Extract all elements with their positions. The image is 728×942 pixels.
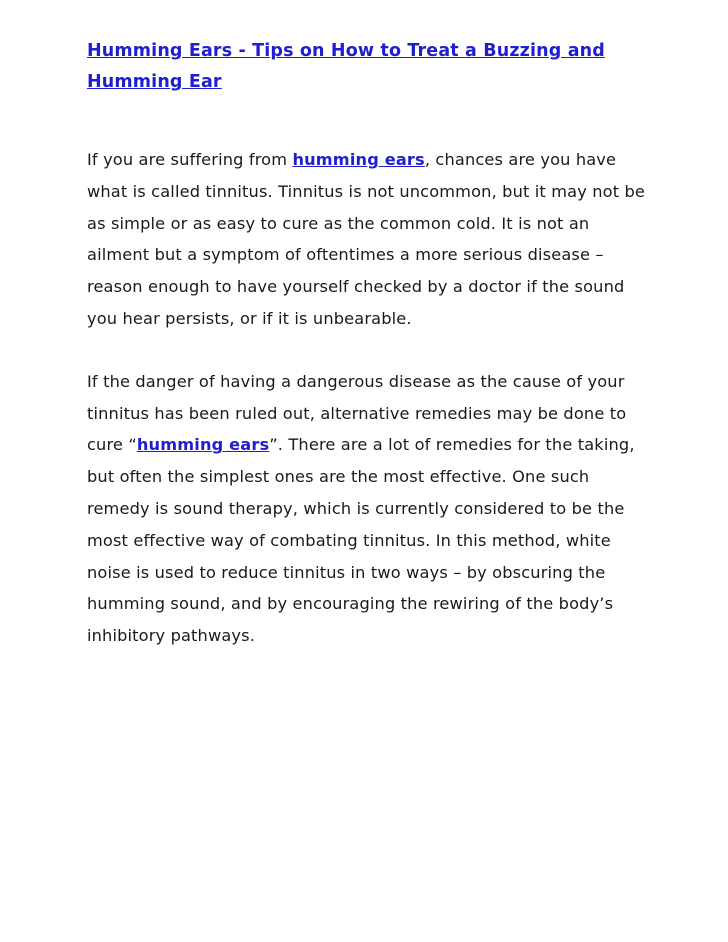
paragraph-1 <box>87 144 647 335</box>
humming-ears-link-2[interactable]: humming ears <box>136 435 270 455</box>
article-title <box>87 36 647 98</box>
paragraph-1-text-end: , chances are you have what is called tinnitus. Tinnitus is not uncommon, but it may not be as simple or as easy to cure as the common cold. It is not an ailment but a symptom of oftentimes a more serious disease – reason enough to have yourself checked by a doctor if the sound you hear persists, or if it is unbearable. <box>87 150 646 328</box>
paragraph-2-text-start: If the danger of having a dangerous disease as the cause of your tinnitus has been ruled out, alternative remedies may be done to cure “ <box>87 371 627 455</box>
document-page <box>87 36 647 652</box>
paragraph-2-text-end: ”. There are a lot of remedies for the taking, but often the simplest ones are the most effective. One such remedy is sound therapy, which is currently considered to be the most effective way of combating tinnitus. In this method, white noise is used to reduce tinnitus in two ways – by obscuring the humming sound, and by encouraging the rewiring of the body’s inhibitory pathways. <box>87 435 635 646</box>
paragraph-1-text-start: If you are suffering from <box>87 150 293 169</box>
paragraph-2 <box>87 366 647 652</box>
article-title-link[interactable]: Humming Ears - Tips on How to Treat a Buzzing and Humming Ear <box>87 41 605 92</box>
humming-ears-link-1[interactable]: humming ears <box>292 150 425 169</box>
